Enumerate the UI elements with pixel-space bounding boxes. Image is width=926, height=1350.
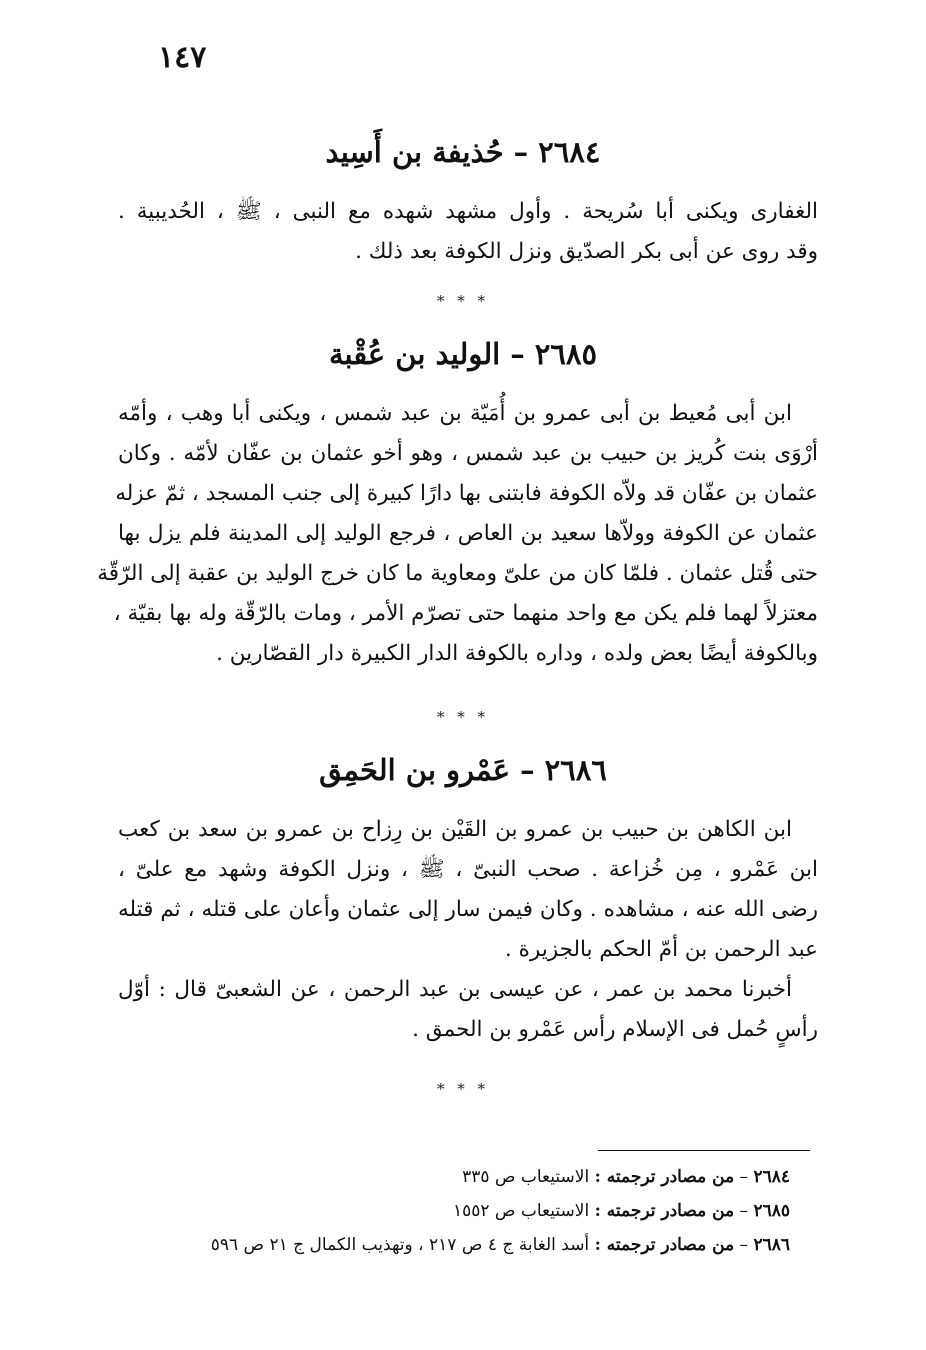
footnote-text: أسد الغابة ج ٤ ص ٢١٧ ، وتهذيب الكمال ج ٢١ ص ٥٩٦ (210, 1235, 590, 1255)
entry-number: ٢٦٨٤ (538, 135, 601, 169)
footnotes (100, 1160, 790, 1262)
text-line: رضى الله عنه ، مشاهده . وكان فيمن سار إلى عثمان وأعان على قتله ، ثم قتله (118, 897, 818, 922)
footnote-label: من مصادر ترجمته : (594, 1201, 735, 1221)
entry-number: ٢٦٨٦ (544, 753, 607, 787)
footnote (100, 1194, 790, 1228)
text-line: حتى قُتل عثمان . فلمّا كان من علىّ ومعاوية ما كان خرج الوليد بن عقبة إلى الرّقّة (97, 561, 818, 586)
entry-name: حُذيفة بن أَسِيد (325, 135, 504, 169)
page-number: ١٤٧ (158, 40, 207, 75)
text-line: ابن أبى مُعيط بن أبى عمرو بن أُمَيّة بن عبد شمس ، ويكنى أبا وهب ، وأمّه (118, 401, 792, 426)
title-dash: – (513, 135, 529, 169)
entry-body-2684 (118, 192, 818, 272)
text-line: رأسٍ حُمل فى الإسلام رأس عَمْرو بن الحمق . (412, 1017, 818, 1042)
text-line: عبد الرحمن بن أمّ الحكم بالجزيرة . (504, 937, 818, 962)
text-line: وبالكوفة أيضًا بعض ولده ، وداره بالكوفة الدار الكبيرة دار القصّارين . (216, 641, 818, 666)
title-dash: – (520, 753, 535, 787)
text-line: عثمان بن عفّان قد ولاّه الكوفة فابتنى بها دارًا كبيرة إلى جنب المسجد ، ثمّ عزله (115, 481, 818, 506)
text-line: عثمان عن الكوفة وولاّها سعيد بن العاص ، فرجع الوليد إلى المدينة فلم يزل بها (118, 521, 818, 546)
entry-body-2685 (97, 394, 818, 674)
footnote (100, 1228, 790, 1262)
footnote-label: من مصادر ترجمته : (594, 1235, 735, 1255)
section-separator: * * * (436, 708, 490, 726)
footnote-text: الاستيعاب ص ١٥٥٢ (452, 1201, 590, 1221)
footnote-dash: – (734, 1167, 749, 1187)
text-line: ابن عَمْرو ، مِن خُزاعة . صحب النبىّ ، ﷺ ، ونزل الكوفة وشهد مع علىّ ، (118, 857, 818, 882)
footnote-dash: – (734, 1235, 749, 1255)
footnote-number: ٢٦٨٥ (753, 1201, 790, 1221)
text-line: أرْوَى بنت كُريز بن حبيب بن عبد شمس ، وهو أخو عثمان بن عفّان لأمّه . وكان (118, 441, 818, 466)
entry-title-2685 (0, 334, 926, 374)
text-line: أخبرنا محمد بن عمر ، عن عيسى بن عبد الرحمن ، عن الشعبىّ قال : أوّل (118, 977, 792, 1002)
title-dash: – (510, 337, 525, 371)
section-separator: * * * (436, 292, 490, 310)
entry-title-2686 (0, 750, 926, 790)
footnote-number: ٢٦٨٦ (753, 1235, 790, 1255)
text-line: الغفارى ويكنى أبا سُريحة . وأول مشهد شهده مع النبى ، ﷺ ، الحُديبية . (118, 199, 818, 224)
footnote-dash: – (734, 1201, 749, 1221)
footnote-label: من مصادر ترجمته : (594, 1167, 735, 1187)
footnote-divider (598, 1150, 810, 1151)
entry-title-2684 (0, 132, 926, 172)
text-line: وقد روى عن أبى بكر الصدّيق ونزل الكوفة بعد ذلك . (355, 239, 818, 264)
entry-name: عَمْرو بن الحَمِق (319, 753, 511, 787)
section-separator: * * * (436, 1080, 490, 1098)
entry-body-2686 (118, 810, 818, 1050)
entry-number: ٢٦٨٥ (534, 337, 598, 371)
footnote-text: الاستيعاب ص ٣٣٥ (462, 1167, 590, 1187)
text-line: معتزلاً لهما فلم يكن مع واحد منهما حتى تصرّم الأمر ، ومات بالرّقّة وله بها بقيّة ، (113, 601, 818, 626)
text-line: ابن الكاهن بن حبيب بن عمرو بن القَيْن بن رِزاح بن عمرو بن سعد بن كعب (118, 817, 792, 842)
entry-name: الوليد بن عُقْبة (328, 337, 501, 371)
footnote (100, 1160, 790, 1194)
footnote-number: ٢٦٨٤ (753, 1167, 790, 1187)
